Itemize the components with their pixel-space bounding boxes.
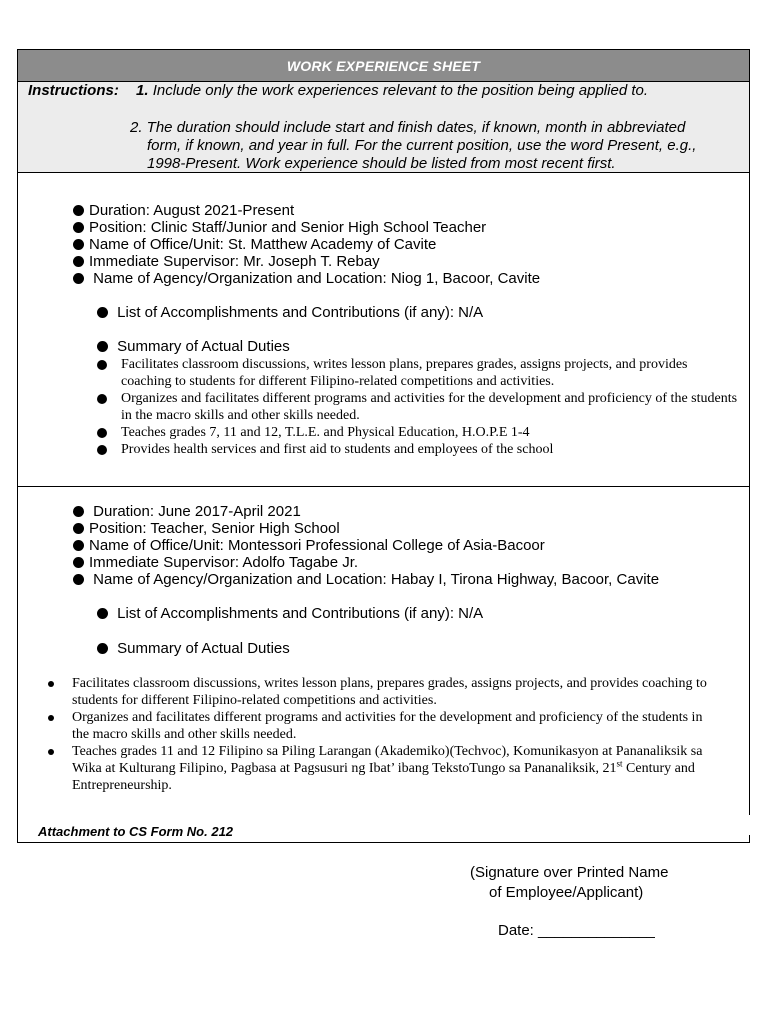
entry2-duration bbox=[73, 503, 301, 520]
work-experience-sheet bbox=[17, 49, 750, 843]
entry2-accomplishments-text: List of Accomplishments and Contributions (if any): N/A bbox=[117, 605, 484, 622]
instruction-item-1-number: 1. bbox=[136, 82, 149, 99]
entry1-duty-1 bbox=[97, 356, 747, 390]
entry1-accomplishments-text: List of Accomplishments and Contributions (if any): N/A bbox=[117, 304, 484, 321]
bullet-icon bbox=[97, 608, 108, 619]
entry1-position-text: Position: Clinic Staff/Junior and Senior High School Teacher bbox=[89, 219, 487, 236]
entry1-duration bbox=[73, 202, 294, 219]
entry2-office bbox=[73, 537, 545, 554]
entry2-position bbox=[73, 520, 340, 537]
date-field: Date: ______________ bbox=[498, 922, 655, 939]
entry1-duty-2-text: Organizes and facilitates different programs and activities for the development and proficiency of the students in the macro skills and other skills needed. bbox=[121, 391, 738, 423]
instruction-item-2-line-3: 1998-Present. Work experience should be listed from most recent first. bbox=[147, 155, 616, 172]
entry2-agency-text: Name of Agency/Organization and Location: Habay I, Tirona Highway, Bacoor, Cavite bbox=[89, 571, 660, 588]
bullet-icon bbox=[73, 222, 84, 233]
entry2-summary-text: Summary of Actual Duties bbox=[117, 640, 290, 657]
bullet-icon bbox=[73, 256, 84, 267]
signature-label-line-2: of Employee/Applicant) bbox=[489, 884, 644, 901]
entry2-supervisor bbox=[73, 554, 358, 571]
entry1-summary-text: Summary of Actual Duties bbox=[117, 338, 290, 355]
instruction-item-2-line-1: 2. The duration should include start and finish dates, if known, month in abbreviated bbox=[130, 119, 686, 136]
bullet-icon bbox=[73, 273, 84, 284]
entry1-supervisor bbox=[73, 253, 380, 270]
bullet-icon bbox=[48, 715, 54, 721]
bullet-icon bbox=[97, 341, 108, 352]
entry2-duty-3 bbox=[48, 743, 738, 794]
sheet-title: WORK EXPERIENCE SHEET bbox=[18, 50, 749, 82]
instruction-item-2 bbox=[130, 119, 742, 173]
instruction-item-1 bbox=[136, 82, 648, 100]
entry2-position-text: Position: Teacher, Senior High School bbox=[89, 520, 340, 537]
entry1-duty-3-text: Teaches grades 7, 11 and 12, T.L.E. and Physical Education, H.O.P.E 1-4 bbox=[121, 425, 530, 440]
instruction-item-1-text: Include only the work experiences relevant to the position being applied to. bbox=[152, 82, 649, 99]
entry2-duty-2 bbox=[48, 709, 738, 743]
entry1-supervisor-text: Immediate Supervisor: Mr. Joseph T. Rebay bbox=[89, 253, 380, 270]
entry1-duration-text: Duration: August 2021-Present bbox=[89, 202, 295, 219]
bullet-icon bbox=[97, 394, 107, 404]
bullet-icon bbox=[48, 749, 54, 755]
entry2-duty-2-text: Organizes and facilitates different programs and activities for the development and proficiency of the students in the macro skills and other skills needed. bbox=[72, 710, 703, 742]
entry2-duty-1 bbox=[48, 675, 738, 709]
entry2-duty-1-text: Facilitates classroom discussions, writes lesson plans, prepares grades, assigns projects, and provides coaching to students for different Filipino-related competitions and activities. bbox=[72, 676, 707, 708]
bullet-icon bbox=[73, 540, 84, 551]
bullet-icon bbox=[97, 445, 107, 455]
bullet-icon bbox=[97, 643, 108, 654]
entry2-duty-3-part-1: Teaches grades 11 and 12 Filipino sa Piling Larangan (Akademiko)(Techvoc), Komunikasyon at Pananaliksik sa Wika at Kulturang Filipino, Pagbasa at Pagsusuri ng Ibat’ ibang TekstoTungo sa Pananaliksik, 21 bbox=[72, 744, 703, 776]
bullet-icon bbox=[73, 506, 84, 517]
bullet-icon bbox=[48, 681, 54, 687]
entry1-office bbox=[73, 236, 436, 253]
entry1-agency bbox=[73, 270, 540, 287]
border-gap bbox=[747, 815, 751, 835]
entry2-office-text: Name of Office/Unit: Montessori Professional College of Asia-Bacoor bbox=[89, 537, 545, 554]
entry1-agency-text: Name of Agency/Organization and Location: Niog 1, Bacoor, Cavite bbox=[89, 270, 541, 287]
entry1-duty-1-text: Facilitates classroom discussions, writes lesson plans, prepares grades, assigns projects, and provides coaching to students for different Filipino-related competitions and activities. bbox=[121, 357, 688, 389]
bullet-icon bbox=[97, 360, 107, 370]
instructions-label: Instructions: bbox=[28, 82, 119, 99]
entry1-position bbox=[73, 219, 486, 236]
bullet-icon bbox=[97, 428, 107, 438]
entry-divider bbox=[18, 486, 749, 487]
entry1-duty-4-text: Provides health services and first aid to students and employees of the school bbox=[121, 442, 554, 457]
bullet-icon bbox=[73, 205, 84, 216]
entry2-accomplishments bbox=[97, 605, 483, 622]
entry1-summary-heading bbox=[97, 338, 290, 355]
signature-label-line-1: (Signature over Printed Name bbox=[470, 864, 669, 881]
bullet-icon bbox=[73, 239, 84, 250]
entry2-duration-text: Duration: June 2017-April 2021 bbox=[89, 503, 301, 520]
entry2-duty-3-part-2: Century and Entrepreneurship. bbox=[72, 761, 695, 793]
entry2-agency bbox=[73, 571, 659, 588]
entry1-duty-2 bbox=[97, 390, 747, 424]
bullet-icon bbox=[73, 523, 84, 534]
entry2-duty-3-superscript: st bbox=[616, 758, 623, 769]
entry1-accomplishments bbox=[97, 304, 483, 321]
instruction-item-2-line-2: form, if known, and year in full. For the current position, use the word Present, e.g., bbox=[147, 137, 697, 154]
bullet-icon bbox=[73, 557, 84, 568]
bullet-icon bbox=[73, 574, 84, 585]
entry1-office-text: Name of Office/Unit: St. Matthew Academy of Cavite bbox=[89, 236, 437, 253]
entry1-duty-3 bbox=[97, 424, 747, 441]
attachment-note: Attachment to CS Form No. 212 bbox=[38, 824, 234, 839]
bullet-icon bbox=[97, 307, 108, 318]
instructions-box bbox=[18, 82, 749, 173]
entry2-summary-heading bbox=[97, 640, 290, 657]
entry2-duty-3-text bbox=[72, 743, 712, 794]
entry2-supervisor-text: Immediate Supervisor: Adolfo Tagabe Jr. bbox=[89, 554, 359, 571]
entry1-duty-4 bbox=[97, 441, 747, 458]
